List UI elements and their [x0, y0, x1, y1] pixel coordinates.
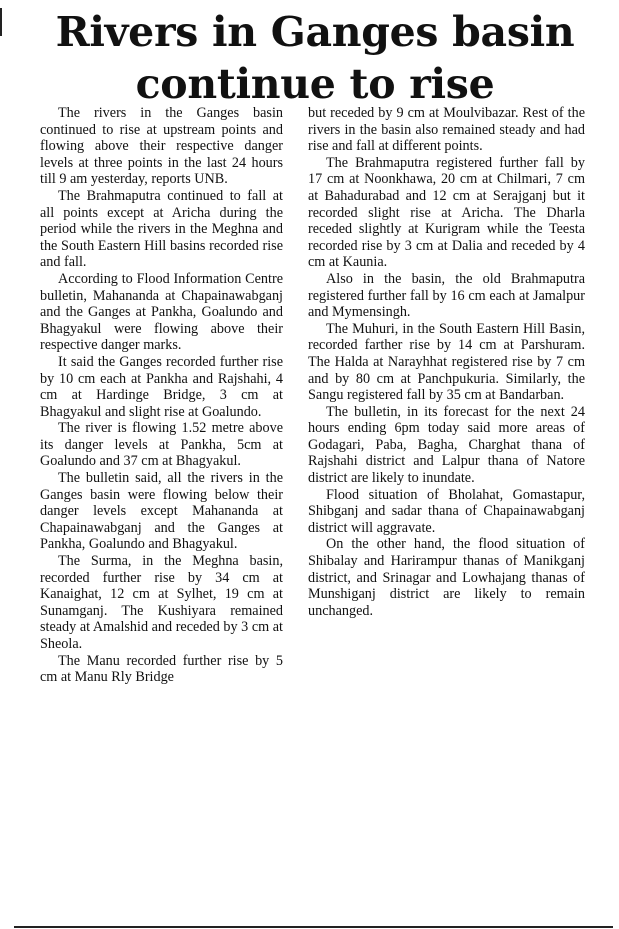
paragraph: On the other hand, the flood situation of Shibalay and Harirampur thanas of Manikganj district, and Srinagar and Lowhajang thanas of Munshiganj district are likely to remain unchanged. — [308, 536, 585, 619]
paragraph: The bulletin, in its forecast for the next 24 hours ending 6pm today said more areas of Godagari, Paba, Bagha, Charghat thana of Rajshahi district and Lalpur thana of Natore district are likely to inundate. — [308, 403, 585, 487]
paragraph: The river is flowing 1.52 metre above its danger levels at Pankha, 5cm at Goalundo and 37 cm at Bhagyakul. — [40, 420, 283, 470]
bottom-rule — [14, 926, 613, 928]
paragraph: It said the Ganges recorded further rise by 10 cm each at Pankha and Rajshahi, 4 cm at Hardinge Bridge, 3 cm at Bhagyakul and slight rise at Goalundo. — [40, 353, 283, 420]
paragraph: The Surma, in the Meghna basin, recorded further rise by 34 cm at Kanaighat, 12 cm at Sylhet, 19 cm at Sunamganj. The Kushiyara remained steady at Amalshid and receded by 3 cm at Sheola. — [40, 553, 283, 652]
paragraph: The Manu recorded further rise by 5 cm at Manu Rly Bridge — [40, 652, 283, 686]
paragraph: The Brahmaputra registered further fall by 17 cm at Noonkhawa, 20 cm at Chilmari, 7 cm at Bahadurabad and 12 cm at Serajganj but it recorded slight rise at Aricha. The Dharla receded slightly at Kurigram while the Teesta recorded rise by 3 cm at Dalia and receded by 4 cm at Kaunia. — [308, 154, 585, 271]
headline-line-1: Rivers in Ganges basin — [55, 8, 575, 56]
paragraph: The Muhuri, in the South Eastern Hill Basin, recorded farther rise by 14 cm at Parshuram. The Halda at Narayhhat registered rise by 7 cm and by 80 cm at Panchpukuria. Similarly, the Sangu registered fall by 35 cm at Bandarban. — [308, 320, 585, 404]
headline-line-2: continue to rise — [135, 60, 495, 108]
paragraph: According to Flood Information Centre bulletin, Mahananda at Chapainawabganj and the Ganges at Pankha, Goalundo and Bhagyakul were flowing above their respective danger marks. — [40, 270, 283, 354]
left-column — [40, 105, 283, 686]
paragraph: Flood situation of Bholahat, Gomastapur, Shibganj and sadar thana of Chapainawabganj district will aggravate. — [308, 486, 585, 536]
paragraph-continued: but receded by 9 cm at Moulvibazar. Rest of the rivers in the basin also remained steady and had rise and fall at different points. — [308, 105, 585, 155]
paragraph: The bulletin said, all the rivers in the Ganges basin were flowing below their danger levels except Mahananda at Chapainawabganj and the Ganges at Pankha, Goalundo and Bhagyakul. — [40, 470, 283, 553]
paragraph: The Brahmaputra continued to fall at all points except at Aricha during the period while the rivers in the Meghna and the South Eastern Hill basins recorded rise and fall. — [40, 187, 283, 271]
right-column — [308, 105, 585, 619]
headline — [30, 6, 600, 110]
paragraph: Also in the basin, the old Brahmaputra registered further fall by 16 cm each at Jamalpur and Mymensingh. — [308, 270, 585, 321]
margin-rule — [0, 8, 2, 36]
paragraph: The rivers in the Ganges basin continued to rise at upstream points and flowing above their respective danger levels at three points in the last 24 hours till 9 am yesterday, reports UNB. — [40, 105, 283, 188]
